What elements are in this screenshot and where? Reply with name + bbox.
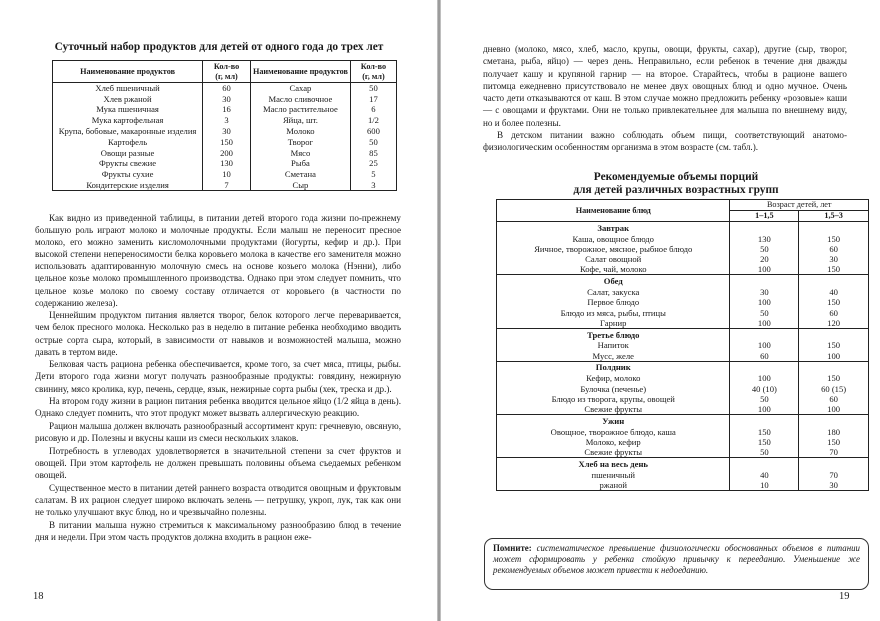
table-row [53, 169, 397, 180]
left-page [0, 0, 437, 621]
table-cell: 5 [350, 169, 396, 180]
table-row [497, 340, 869, 350]
table-cell: 150 [799, 264, 869, 275]
section-title: Третье блюдо [497, 328, 730, 340]
table-cell: Фрукты сухие [101, 169, 154, 180]
table-row [497, 254, 869, 264]
table-cell: 6 [350, 104, 396, 115]
table-row [53, 158, 397, 169]
paragraph: Как видно из приведенной таблицы, в питании детей второго года жизни по-прежнему большую роль играют молоко и молочные продукты. Если малыш не переносит пресное молоко, его можно заменить кисломолочными продуктами (йогурты, кефир и др.). При высокой степени непереносимости белка коровьего молока в качестве его заменителя можно использовать адаптированную молочную смесь на основе козьего молока (Нэнни), либо цельное козье молоко промышленного производства. Однако при этом следует помнить, что цельное козье молоко по своему составу отличается от коровьего (в частности по содержанию железа). [35, 213, 401, 308]
table-cell: 180 [799, 426, 869, 436]
table-row [497, 373, 869, 383]
section-row [497, 361, 869, 373]
table-cell: 600 [350, 126, 396, 137]
table-cell: 100 [799, 404, 869, 415]
table-cell: Мусс, желе [592, 350, 634, 361]
table-cell: 60 [730, 351, 799, 362]
table-cell: 150 [730, 426, 799, 436]
table-cell: Блюдо из мяса, рыбы, птицы [560, 307, 666, 318]
table-cell: Рыба [291, 158, 310, 169]
section-title: Обед [497, 275, 730, 287]
table-cell: 100 [730, 404, 799, 415]
table-cell: ржаной [599, 479, 628, 490]
table-cell: 150 [730, 437, 799, 447]
table-cell: Свежие фрукты [584, 447, 643, 458]
col-header-product-2: Наименование продуктов [250, 61, 350, 83]
table-cell: 40 (10) [730, 383, 799, 393]
paragraph: В питании малыша нужно стремиться к максимальному разнообразию блюд в течение дня и недели. При этом часть продуктов должна входить в рацион еже- [35, 519, 401, 542]
table-cell: 10 [203, 169, 251, 180]
table-cell: Сыр [292, 179, 309, 190]
table-cell: Мука пшеничная [96, 104, 159, 115]
table-cell: 150 [799, 437, 869, 447]
table-cell [799, 328, 869, 340]
table-cell: Гарнир [600, 317, 627, 328]
col-header-product: Наименование продуктов [53, 61, 203, 83]
table-cell: 150 [203, 136, 251, 147]
right-title-line1: Рекомендуемые объемы порций [593, 171, 759, 183]
section-row [497, 222, 869, 234]
table-cell: 30 [203, 93, 251, 104]
table-row [497, 234, 869, 244]
table-cell: 30 [203, 126, 251, 137]
section-row [497, 414, 869, 426]
table-cell [730, 458, 799, 470]
table-cell: Салат овощной [585, 254, 642, 265]
table-cell: Яичное, творожное, мясное, рыбное блюдо [534, 243, 693, 254]
paragraph: Рацион малыша должен включать разнообразный ассортимент круп: гречневую, овсяную, рисовую и др. Полезны и вкусны каши из смеси нескольких злаков. [35, 420, 401, 444]
table-cell [730, 414, 799, 426]
paragraph: дневно (молоко, мясо, хлеб, масло, крупы, овощи, фрукты, сахар), другие (сыр, творог, сметана, рыба, яйцо) — через день. Неправильно, если ребенок в течение дня дважды получает кашу и крупяной гарнир — на второе. Старайтесь, чтобы в рационе вашего питомца ежедневно присутствовало не менее двух овощных блюд и одно мучное. Очень часто дети отказываются от каш. В этом случае можно предложить ребенку «розовые» каши — с овощами и фруктами. Они не только привлекательнее для малыша по внешнему виду, но и более полезны. [483, 44, 847, 128]
table-cell: Картофель [107, 136, 148, 147]
table-cell: Крупа, бобовые, макаронные изделия [58, 126, 197, 137]
table-cell: Первое блюдо [587, 297, 640, 308]
table-cell: Творог [287, 136, 314, 147]
section-row [497, 328, 869, 340]
table-cell: 1/2 [350, 115, 396, 126]
col-header-amount-line2: (г, мл) [215, 71, 238, 81]
table-row [53, 104, 397, 115]
table-row [53, 83, 397, 94]
table-cell: Каша, овощное блюдо [572, 233, 654, 244]
section-title: Хлеб на весь день [497, 458, 730, 470]
table-row [497, 470, 869, 480]
left-body-text [35, 212, 401, 543]
table-cell: 40 [799, 287, 869, 297]
col-header-amount-2 [350, 61, 396, 83]
table-row [53, 136, 397, 147]
table-cell [730, 222, 799, 234]
table-row [497, 351, 869, 362]
table-cell: Булочка (печенье) [580, 383, 647, 394]
table-cell: 100 [730, 373, 799, 383]
paragraph: Ценнейшим продуктом питания является творог, белок которого легче переваривается, чем белок пресного молока. Несколько раз в неделю в питание ребенка необходимо вводить острые сорта сыра, который, в зависимости от навыков и возможностей малыша, можно давать в тертом виде. [35, 310, 401, 357]
table-cell: 150 [799, 373, 869, 383]
table-cell: Блюдо из творога, крупы, овощей [551, 393, 675, 404]
table-cell: 120 [799, 318, 869, 329]
table-cell: 50 [730, 394, 799, 404]
right-table-title [481, 171, 871, 197]
page-number-right: 19 [839, 591, 850, 602]
table-row [53, 126, 397, 137]
table-cell: 130 [203, 158, 251, 169]
table-cell: Мука картофельная [91, 115, 164, 126]
table-cell: Сметана [284, 169, 316, 180]
section-row [497, 275, 869, 287]
table-cell [799, 222, 869, 234]
table-cell [799, 275, 869, 287]
reminder-note [484, 538, 869, 590]
col-header-age-2: 1,5–3 [799, 211, 869, 222]
table-cell: Фрукты свежие [99, 158, 157, 169]
table-cell: 60 [799, 307, 869, 317]
left-table-title: Суточный набор продуктов для детей от одного года до трех лет [54, 41, 384, 53]
table-cell: 150 [799, 340, 869, 350]
table-cell: 130 [730, 234, 799, 244]
table-row [497, 447, 869, 458]
table-cell: 200 [203, 147, 251, 158]
table-cell: Салат, закуска [587, 287, 640, 298]
table-cell [799, 361, 869, 373]
right-page [441, 0, 880, 621]
col-header-amount-line1: Кол-во [213, 62, 240, 71]
table-cell: 60 (15) [799, 383, 869, 393]
table-row [53, 115, 397, 126]
table-cell: 17 [350, 93, 396, 104]
table-cell: 100 [730, 340, 799, 350]
section-row [497, 458, 869, 470]
table-row [497, 480, 869, 491]
table-cell: Кефир, молоко [586, 373, 641, 384]
col-header-dish: Наименование блюд [497, 200, 730, 222]
table-cell: 70 [799, 447, 869, 458]
col-header-age: Возраст детей, лет [730, 200, 869, 211]
table-cell: 50 [730, 447, 799, 458]
table-cell [730, 328, 799, 340]
table-cell: Овощное, творожное блюдо, каша [550, 426, 676, 437]
paragraph: Потребность в углеводах удовлетворяется в значительной степени за счет фруктов и овощей. При этом картофель не должен превышать половины объема съедаемых ребенком овощей. [35, 445, 401, 480]
table-cell: Напиток [597, 340, 629, 351]
table-cell: Масло растительное [262, 104, 338, 115]
table-cell: 3 [203, 115, 251, 126]
section-title: Полдник [497, 361, 730, 373]
table-cell: 50 [350, 136, 396, 147]
table-cell: Свежие фрукты [584, 403, 643, 414]
table-cell: Хлеб пшеничный [95, 83, 160, 94]
right-title-line2: для детей различных возрастных групп [573, 184, 779, 196]
table-cell [730, 361, 799, 373]
table-row [497, 394, 869, 404]
paragraph: В детском питании важно соблюдать объем пищи, соответствующий анатомо-физиологическим особенностям организма в этом возрасте (см. табл.). [483, 130, 847, 153]
table-row [497, 437, 869, 447]
table-cell [799, 414, 869, 426]
table-cell: 30 [730, 287, 799, 297]
table-cell: 70 [799, 470, 869, 480]
section-title: Ужин [497, 414, 730, 426]
table-cell: 30 [799, 254, 869, 264]
table-row [53, 93, 397, 104]
table-cell: 50 [350, 83, 396, 94]
table-cell: 7 [203, 180, 251, 191]
paragraph: Белковая часть рациона ребенка обеспечивается, кроме того, за счет мяса, птицы, рыбы. Дети второго года жизни могут получать разнообразные продукты: говядину, нежирную свинину, мясо кролика, кур, печень, сердце, язык, нежирные сорта рыбы (хек, треска и др.). [35, 359, 401, 394]
col-header-amount2-line2: (г, мл) [362, 71, 385, 81]
table-cell: 3 [350, 180, 396, 191]
table-cell: 150 [799, 234, 869, 244]
col-header-amount2-line1: Кол-во [360, 62, 387, 71]
table-cell: 150 [799, 297, 869, 307]
table-row [497, 426, 869, 436]
table-cell [799, 458, 869, 470]
page-number-left: 18 [33, 591, 44, 602]
table-cell: Молоко, кефир [585, 436, 641, 447]
table-cell: 100 [730, 297, 799, 307]
table-cell: Яйца, шт. [282, 115, 318, 126]
table-row [497, 244, 869, 254]
table-cell: 40 [730, 470, 799, 480]
table-cell: 60 [799, 244, 869, 254]
section-title: Завтрак [497, 222, 730, 234]
note-label: Помните: [493, 543, 532, 553]
note-text: систематическое превышение физиологически обоснованных объемов в питании может сформировать у ребенка стойкую привычку к перееданию. Уменьшение же рекомендуемых объемов может привести к недоеданию. [493, 543, 860, 576]
table-cell: Овощи разные [100, 147, 155, 158]
table-cell: 20 [730, 254, 799, 264]
table-row [497, 318, 869, 329]
table-cell: Молоко [286, 126, 315, 137]
col-header-amount [203, 61, 251, 83]
table-cell: 50 [730, 307, 799, 317]
right-body-text [483, 43, 847, 154]
table-row [497, 287, 869, 297]
portion-sizes-table [496, 199, 869, 491]
paragraph: Существенное место в питании детей раннего возраста отводится овощным и фруктовым салатам. В их рацион следует широко включать зелень — петрушку, укроп, лук, так как они не только улучшают вкус блюд, но и чрезвычайно полезны. [35, 482, 401, 517]
table-cell: пшеничный [591, 469, 635, 480]
daily-food-set-table [52, 60, 397, 191]
table-row [497, 404, 869, 415]
table-cell: 60 [203, 83, 251, 94]
table-cell: Хлев ржаной [103, 93, 152, 104]
paragraph: На втором году жизни в рацион питания ребенка вводится цельное яйцо (1/2 яйца в день). Однако следует помнить, что этот продукт может вызвать аллергическую реакцию. [35, 396, 401, 419]
table-cell: 30 [799, 480, 869, 491]
table-cell: 25 [350, 158, 396, 169]
table-row [53, 180, 397, 191]
table-row [497, 264, 869, 275]
table-cell: Кофе, чай, молоко [579, 264, 647, 275]
table-row [497, 297, 869, 307]
table-cell: 100 [730, 318, 799, 329]
table-cell: 60 [799, 394, 869, 404]
table-cell: Мясо [290, 147, 311, 158]
table-cell: 100 [730, 264, 799, 275]
table-cell: 85 [350, 147, 396, 158]
table-cell: Масло сливочное [268, 93, 333, 104]
table-cell: 10 [730, 480, 799, 491]
table-cell: 100 [799, 351, 869, 362]
table-cell: 50 [730, 244, 799, 254]
table-row [497, 307, 869, 317]
col-header-age-1: 1–1,5 [730, 211, 799, 222]
table-cell: Сахар [289, 83, 312, 94]
table-cell: 16 [203, 104, 251, 115]
table-row [53, 147, 397, 158]
table-cell: Кондитерские изделия [86, 179, 169, 190]
table-cell [730, 275, 799, 287]
table-row [497, 383, 869, 393]
